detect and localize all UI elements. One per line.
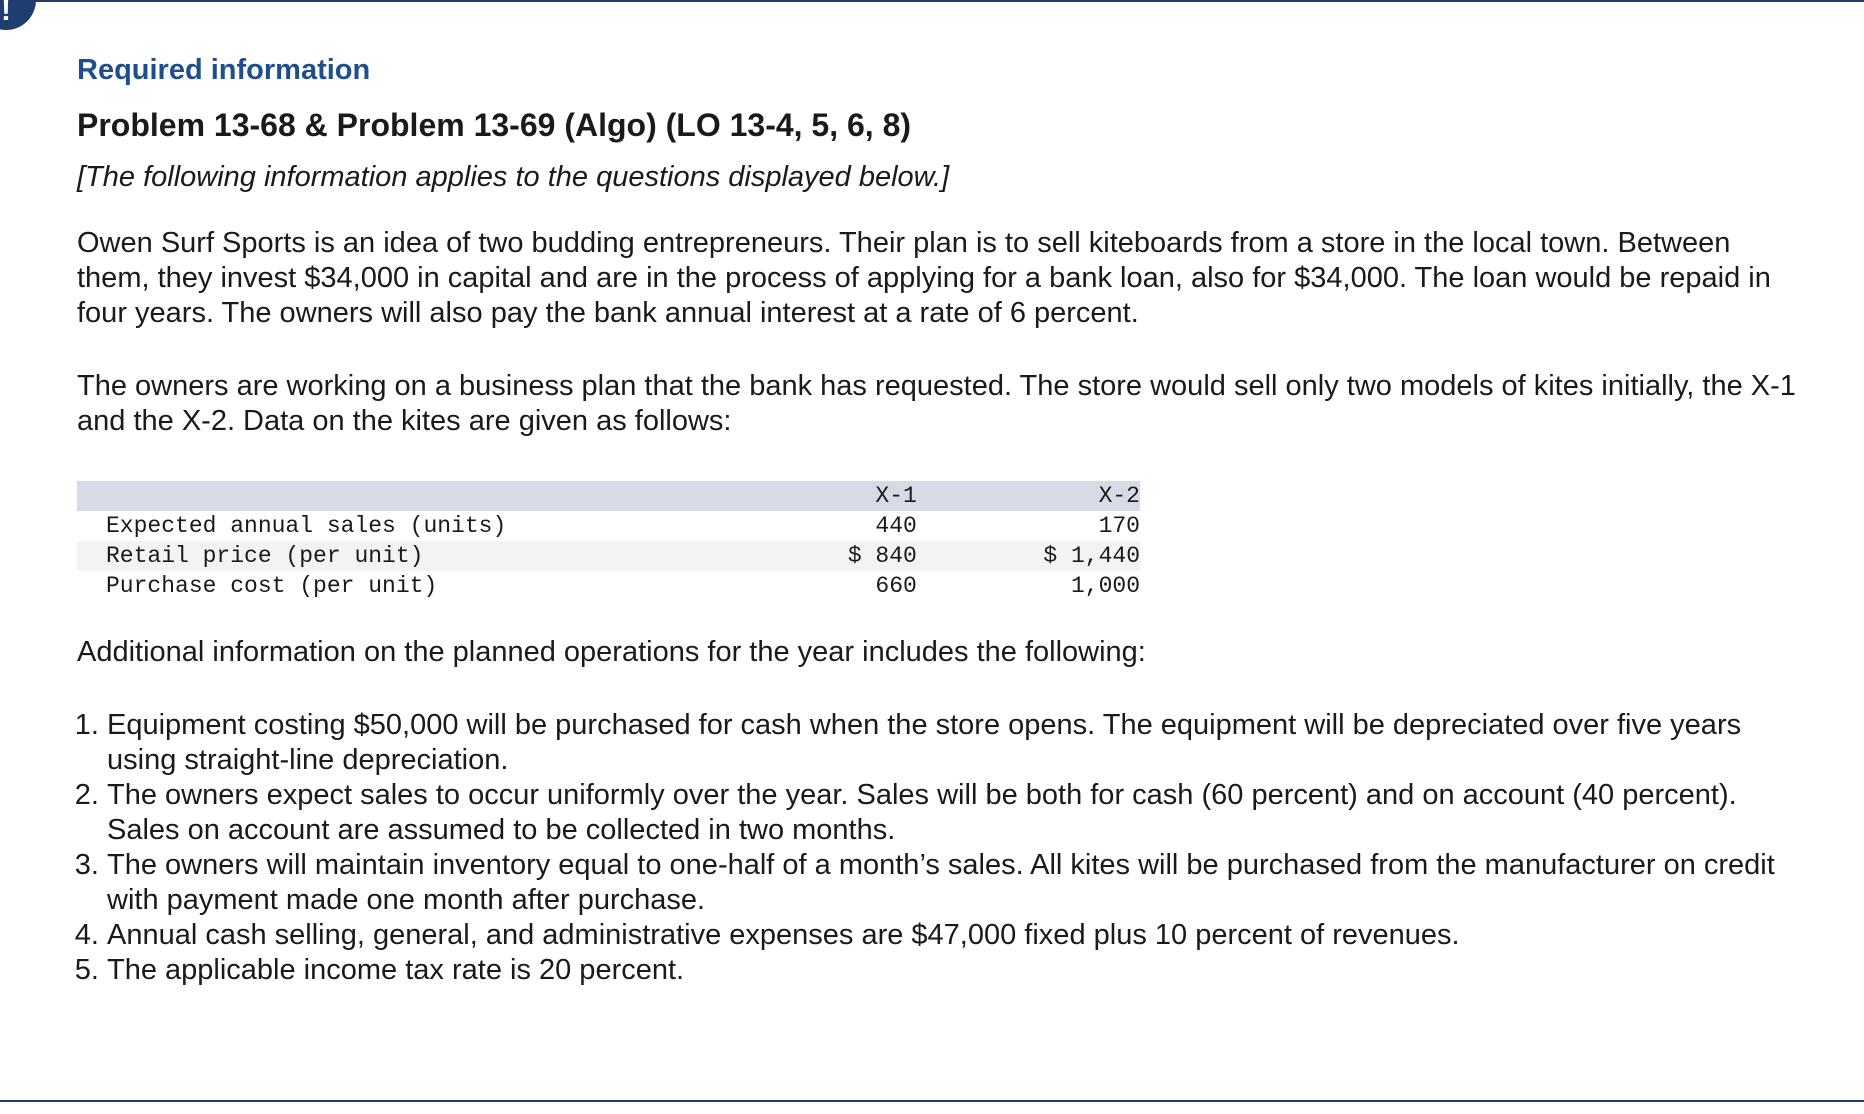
row-x1-value: $ 840	[847, 543, 917, 569]
additional-info-intro: Additional information on the planned operations for the year includes the following:	[77, 636, 1146, 668]
list-item: 2. The owners expect sales to occur uniformly over the year. Sales will be both for cash (60 percent) and on account (40 percent). Sales on account are assumed to be collected in two months.	[107, 778, 1797, 848]
required-information-heading: Required information	[77, 54, 371, 86]
intro-paragraph: Owen Surf Sports is an idea of two budding entrepreneurs. Their plan is to sell kiteboards from a store in the local town. Between them, they invest $34,000 in capital and are in the process of applying for a bank loan, also for $34,000. The loan would be repaid in four years. The owners will also pay the bank annual interest at a rate of 6 percent.	[77, 227, 1771, 329]
applies-note: [The following information applies to the questions displayed below.]	[77, 161, 950, 193]
alert-icon: !	[0, 0, 36, 30]
row-label: Retail price (per unit)	[106, 543, 424, 569]
list-item: 5. The applicable income tax rate is 20 percent.	[107, 953, 1797, 988]
table-row	[77, 571, 1140, 601]
row-x1-value: 440	[875, 513, 917, 539]
table-header-row	[77, 481, 1140, 511]
header-label-cell	[77, 481, 791, 511]
row-label: Expected annual sales (units)	[106, 513, 507, 539]
business-plan-paragraph: The owners are working on a business plan that the bank has requested. The store would sell only two models of kites initially, the X-1 and the X-2. Data on the kites are given as follows:	[77, 370, 1796, 437]
kite-data-table	[77, 481, 1140, 601]
operations-list	[77, 708, 1797, 988]
header-x1: X-1	[875, 483, 917, 509]
header-x2: X-2	[1098, 483, 1140, 509]
table-row	[77, 511, 1140, 541]
row-x2-value: 170	[1098, 513, 1140, 539]
row-label: Purchase cost (per unit)	[106, 573, 438, 599]
list-item: 4. Annual cash selling, general, and administrative expenses are $47,000 fixed plus 10 percent of revenues.	[107, 918, 1797, 953]
row-x2-value: 1,000	[1070, 573, 1140, 599]
row-x2-value: $ 1,440	[1043, 543, 1140, 569]
table-row	[77, 541, 1140, 571]
list-item: 1. Equipment costing $50,000 will be purchased for cash when the store opens. The equipment will be depreciated over five years using straight-line depreciation.	[107, 708, 1797, 778]
problem-title: Problem 13-68 & Problem 13-69 (Algo) (LO 13-4, 5, 6, 8)	[77, 107, 912, 143]
bottom-divider	[0, 1100, 1864, 1102]
top-divider	[0, 0, 1864, 2]
problem-content	[77, 50, 1797, 988]
list-item: 3. The owners will maintain inventory equal to one-half of a month’s sales. All kites will be purchased from the manufacturer on credit with payment made one month after purchase.	[107, 848, 1797, 918]
row-x1-value: 660	[875, 573, 917, 599]
